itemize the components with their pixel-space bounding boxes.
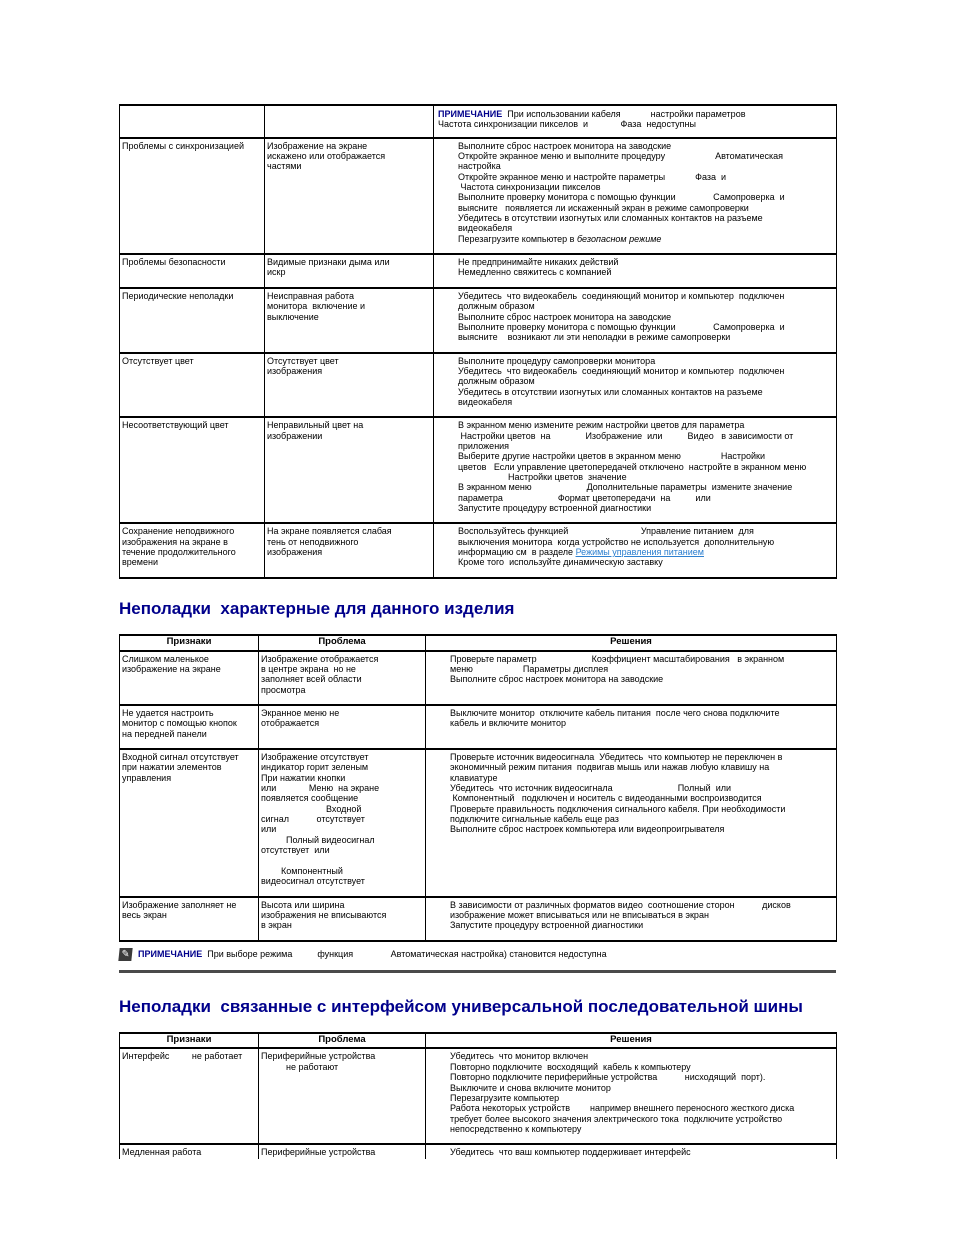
problem-cell: Неисправная работа монитора включение и выключение: [265, 288, 434, 353]
problem-cell: Видимые признаки дыма или искр: [265, 254, 434, 288]
table-row: [120, 523, 837, 577]
section-heading-product-specific-problems: Неполадки характерные для данного изделия: [119, 598, 515, 618]
solution-cell: ПРИМЕЧАНИЕ При использовании кабеля настройки параметров Частота синхронизации пикселов и Фаза недоступны: [434, 105, 837, 138]
table-row: [120, 288, 837, 353]
column-header: Проблема: [259, 1033, 426, 1049]
table-row: [120, 1048, 837, 1144]
solution-cell: Проверьте источник видеосигнала Убедитесь что компьютер не переключен в экономичный режим питания подвигав мышь или нажав любую клавишу на клавиатуре Убедитесь что источник видеосигнала Полный или Компонентный подключен и носитель с видеоданными воспроизводится Проверьте правильность подключения сигнального кабеля. При необходимости подключите сигнальные кабель еще раз Выполните сброс настроек компьютера или видеопроигрывателя: [426, 749, 837, 896]
table-row: [120, 417, 837, 523]
table-row: [120, 105, 837, 138]
product-specific-problems-table: [119, 634, 837, 942]
problem-cell: Отсутствует цвет изображения: [265, 353, 434, 418]
solution-cell: Проверьте параметр Коэффициент масштабирования в экранном меню Параметры дисплея Выполните сброс настроек монитора на заводские: [426, 651, 837, 705]
common-problems-table-container: [119, 104, 836, 579]
header-row: [120, 635, 837, 651]
solution-cell: В зависимости от различных форматов видео соотношение сторон дисков изображение может вписываться или не вписываться в экран Запустите процедуру встроенной диагностики: [426, 897, 837, 941]
symptom-cell: Периодические неполадки: [120, 288, 265, 353]
column-header: Проблема: [259, 635, 426, 651]
table-row: [120, 749, 837, 896]
inline-note-label: ПРИМЕЧАНИЕ: [438, 109, 503, 119]
symptom-cell: Медленная работа: [120, 1144, 259, 1158]
pencil-note-icon: ✎: [118, 948, 132, 961]
symptom-cell: Интерфейс не работает: [120, 1048, 259, 1144]
emphasis-text: При использовании кабеля настройки параметров: [502, 109, 746, 119]
symptom-cell: Проблемы с синхронизацией: [120, 138, 265, 254]
solution-cell: Убедитесь что видеокабель соединяющий монитор и компьютер подключен должным образом Выполните сброс настроек монитора на заводские Выполните проверку монитора с помощью функции Самопроверка и выясните возникают ли эти неполадки в режиме самопроверки: [434, 288, 837, 353]
solution-cell: Выполните процедуру самопроверки монитора Убедитесь что видеокабель соединяющий монитор и компьютер подключен должным образом Убедитесь в отсутствии изогнутых или сломанных контактов на разъеме видеокабеля: [434, 353, 837, 418]
problem-cell: Периферийные устройства: [259, 1144, 426, 1158]
symptom-cell: Входной сигнал отсутствует при нажатии элементов управления: [120, 749, 259, 896]
problem-cell: Периферийные устройства не работают: [259, 1048, 426, 1144]
note-label: ПРИМЕЧАНИЕ: [138, 949, 203, 960]
solution-cell: Выключите монитор отключите кабель питания после чего снова подключите кабель и включите монитор: [426, 705, 837, 749]
emphasis-text: безопасном режиме: [576, 233, 662, 244]
solution-cell: Не предпринимайте никаких действий Немедленно свяжитесь с компанией: [434, 254, 837, 288]
power-management-modes-link[interactable]: Режимы управления питанием: [575, 547, 704, 558]
table-row: [120, 138, 837, 254]
usb-table-container: [119, 1032, 836, 1159]
problem-cell: Изображение отсутствует индикатор горит зеленым При нажатии кнопки или Меню на экране появляется сообщение Входной сигнал отсутствует или Полный видеосигнал отсутствует или Компонентный видеосигнал отсутствует: [259, 749, 426, 896]
problem-cell: [265, 105, 434, 138]
problem-cell: Неправильный цвет на изображении: [265, 417, 434, 523]
solution-cell: В экранном меню измените режим настройки цветов для параметра Настройки цветов на Изображение или Видео в зависимости от приложения Выберите другие настройки цветов в экранном меню Настройки цветов Если управление цветопередачей отключено настройте в экранном меню Настройки цветов значение В экранном меню Дополнительные параметры измените значение параметра Формат цветопередачи на или Запустите процедуру встроенной диагностики: [434, 417, 837, 523]
symptom-cell: Сохранение неподвижного изображения на экране в течение продолжительного времени: [120, 523, 265, 577]
symptom-cell: Слишком маленькое изображение на экране: [120, 651, 259, 705]
symptom-cell: [120, 105, 265, 138]
solution-cell: Выполните сброс настроек монитора на заводские Откройте экранное меню и выполните процедуру Автоматическая настройка Откройте экранное меню и настройте параметры Фаза и Частота синхронизации пикселов Выполните проверку монитора с помощью функции Самопроверка и выясните появляется ли искаженный экран в режиме самопроверки Убедитесь в отсутствии изогнутых или сломанных контактов на разъеме видеокабеля Перезагрузите компьютер в безопасном режиме: [434, 138, 837, 254]
symptom-cell: Проблемы безопасности: [120, 254, 265, 288]
header-row: [120, 1033, 837, 1049]
symptom-cell: Изображение заполняет не весь экран: [120, 897, 259, 941]
usb-problems-table: [119, 1032, 837, 1159]
problem-cell: Изображение отображается в центре экрана но не заполняет всей области просмотра: [259, 651, 426, 705]
note-text: При выборе режима функция Автоматическая настройка) становится недоступна: [202, 949, 607, 960]
symptom-cell: Несоответствующий цвет: [120, 417, 265, 523]
problem-cell: Экранное меню не отображается: [259, 705, 426, 749]
common-problems-table: [119, 104, 837, 579]
section-heading-usb-problems: Неполадки связанные с интерфейсом универсальной последовательной шины: [119, 996, 803, 1016]
symptom-cell: Не удается настроить монитор с помощью кнопок на передней панели: [120, 705, 259, 749]
table-row: [120, 1144, 837, 1158]
column-header: Признаки: [120, 1033, 259, 1049]
table-row: [120, 651, 837, 705]
solution-cell: Воспользуйтесь функцией Управление питанием для выключения монитора когда устройство не используется дополнительную информацию см в разделе Режимы управления питанием Кроме того используйте динамическую заставку: [434, 523, 837, 577]
problem-cell: Изображение на экране искажено или отображается частями: [265, 138, 434, 254]
table-row: [120, 254, 837, 288]
symptom-cell: Отсутствует цвет: [120, 353, 265, 418]
solution-cell: Убедитесь что ваш компьютер поддерживает интерфейс: [426, 1144, 837, 1158]
column-header: Решения: [426, 635, 837, 651]
column-header: Решения: [426, 1033, 837, 1049]
table-row: [120, 353, 837, 418]
column-header: Признаки: [120, 635, 259, 651]
problem-cell: Высота или ширина изображения не вписываются в экран: [259, 897, 426, 941]
table-row: [120, 897, 837, 941]
section-divider: [119, 970, 836, 973]
note: [119, 948, 836, 961]
problem-cell: На экране появляется слабая тень от неподвижного изображения: [265, 523, 434, 577]
product-specific-table-container: [119, 634, 836, 942]
solution-cell: Убедитесь что монитор включен Повторно подключите восходящий кабель к компьютеру Повторно подключите периферийные устройства нисходящий порт). Выключите и снова включите монитор Перезагрузите компьютер Работа некоторых устройств например внешнего переносного жесткого диска требует более высокого значения электрического тока подключите устройство непосредственно к компьютеру: [426, 1048, 837, 1144]
table-row: [120, 705, 837, 749]
